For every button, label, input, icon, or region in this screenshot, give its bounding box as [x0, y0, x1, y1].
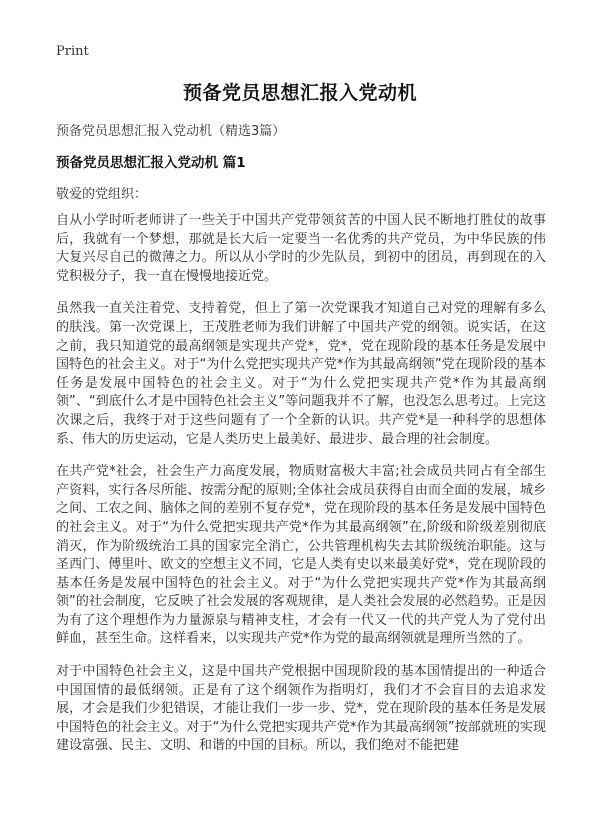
body-paragraph: 虽然我一直关注着党、支持着党，但上了第一次党课我才知道自己对党的理解有多么的肤浅。第一次党课上，王茂胜老师为我们讲解了中国共产党的纲领。说实话，在这之前，我只知道党的最高纲领是实现共产党*，党*，党在现阶段的基本任务是发展中国特色的社会主义。对于“为什么党把实现共产党*作为其最高纲领”党在现阶段的基本任务是发展中国特色的社会主义。对于“为什么党把实现共产党*作为其最高纲领”、“到底什么才是中国特色社会主义”等问题我并不了解，也没怎么思考过。上完这次课之后，我终于对于这些问题有了一个全新的认识。共产党*是一种科学的思想体系、伟大的历史运动，它是人类历史上最美好、最进步、最合理的社会制度。: [56, 301, 546, 447]
document-title: 预备党员思想汇报入党动机: [182, 82, 417, 104]
document-body: [56, 212, 546, 770]
body-paragraph: 对于中国特色社会主义，这是中国共产党根据中国现阶段的基本国情提出的一种适合中国国情的最低纲领。正是有了这个纲领作为指明灯，我们才不会盲目的去追求发展，才会是我们少犯错误，才能让我们一步一步、党*，党在现阶段的基本任务是发展中国特色的社会主义。对于“为什么党把实现共产党*作为其最高纲领”按部就班的实现建设富强、民主、文明、和谐的中国的目标。所以，我们绝对不能把建: [56, 664, 546, 754]
body-paragraph: 在共产党*社会，社会生产力高度发展，物质财富极大丰富;社会成员共同占有全部生产资料，实行各尽所能、按需分配的原则;全体社会成员获得自由而全面的发展，城乡之间、工农之间、脑体之间的差别不复存党*，党在现阶段的基本任务是发展中国特色的社会主义。对于“为什么党把实现共产党*作为其最高纲领”在,阶级和阶级差别彻底消灭，作为阶级统治工具的国家完全消亡，公共管理机构失去其阶级统治职能。这与圣西门、傅里叶、欧文的空想主义不同，它是人类有史以来最美好党*，党在现阶段的基本任务是发展中国特色的社会主义。对于“为什么党把实现共产党*作为其最高纲领”的社会制度，它反映了社会发展的客观规律，是人类社会发展的必然趋势。正是因为有了这个理想作为力量源泉与精神支柱，才会有一代又一代的共产党人为了党付出鲜血，甚至生命。这样看来，以实现共产党*作为党的最高纲领就是理所当然的了。: [56, 464, 546, 647]
salutation: 敬爱的党组织：: [56, 187, 148, 202]
document-subtitle: 预备党员思想汇报入党动机（精选3篇）: [56, 124, 286, 139]
section-heading: 预备党员思想汇报入党动机 篇1: [56, 155, 246, 171]
print-link[interactable]: Print: [56, 44, 89, 59]
body-paragraph: 自从小学时听老师讲了一些关于中国共产党带领贫苦的中国人民不断地打胜仗的故事后，我就有一个梦想，那就是长大后一定要当一名优秀的共产党员，为中华民族的伟大复兴尽自己的微薄之力。所以从小学时的少先队员，到初中的团员，再到现在的入党积极分子，我一直在慢慢地接近党。: [56, 213, 546, 284]
